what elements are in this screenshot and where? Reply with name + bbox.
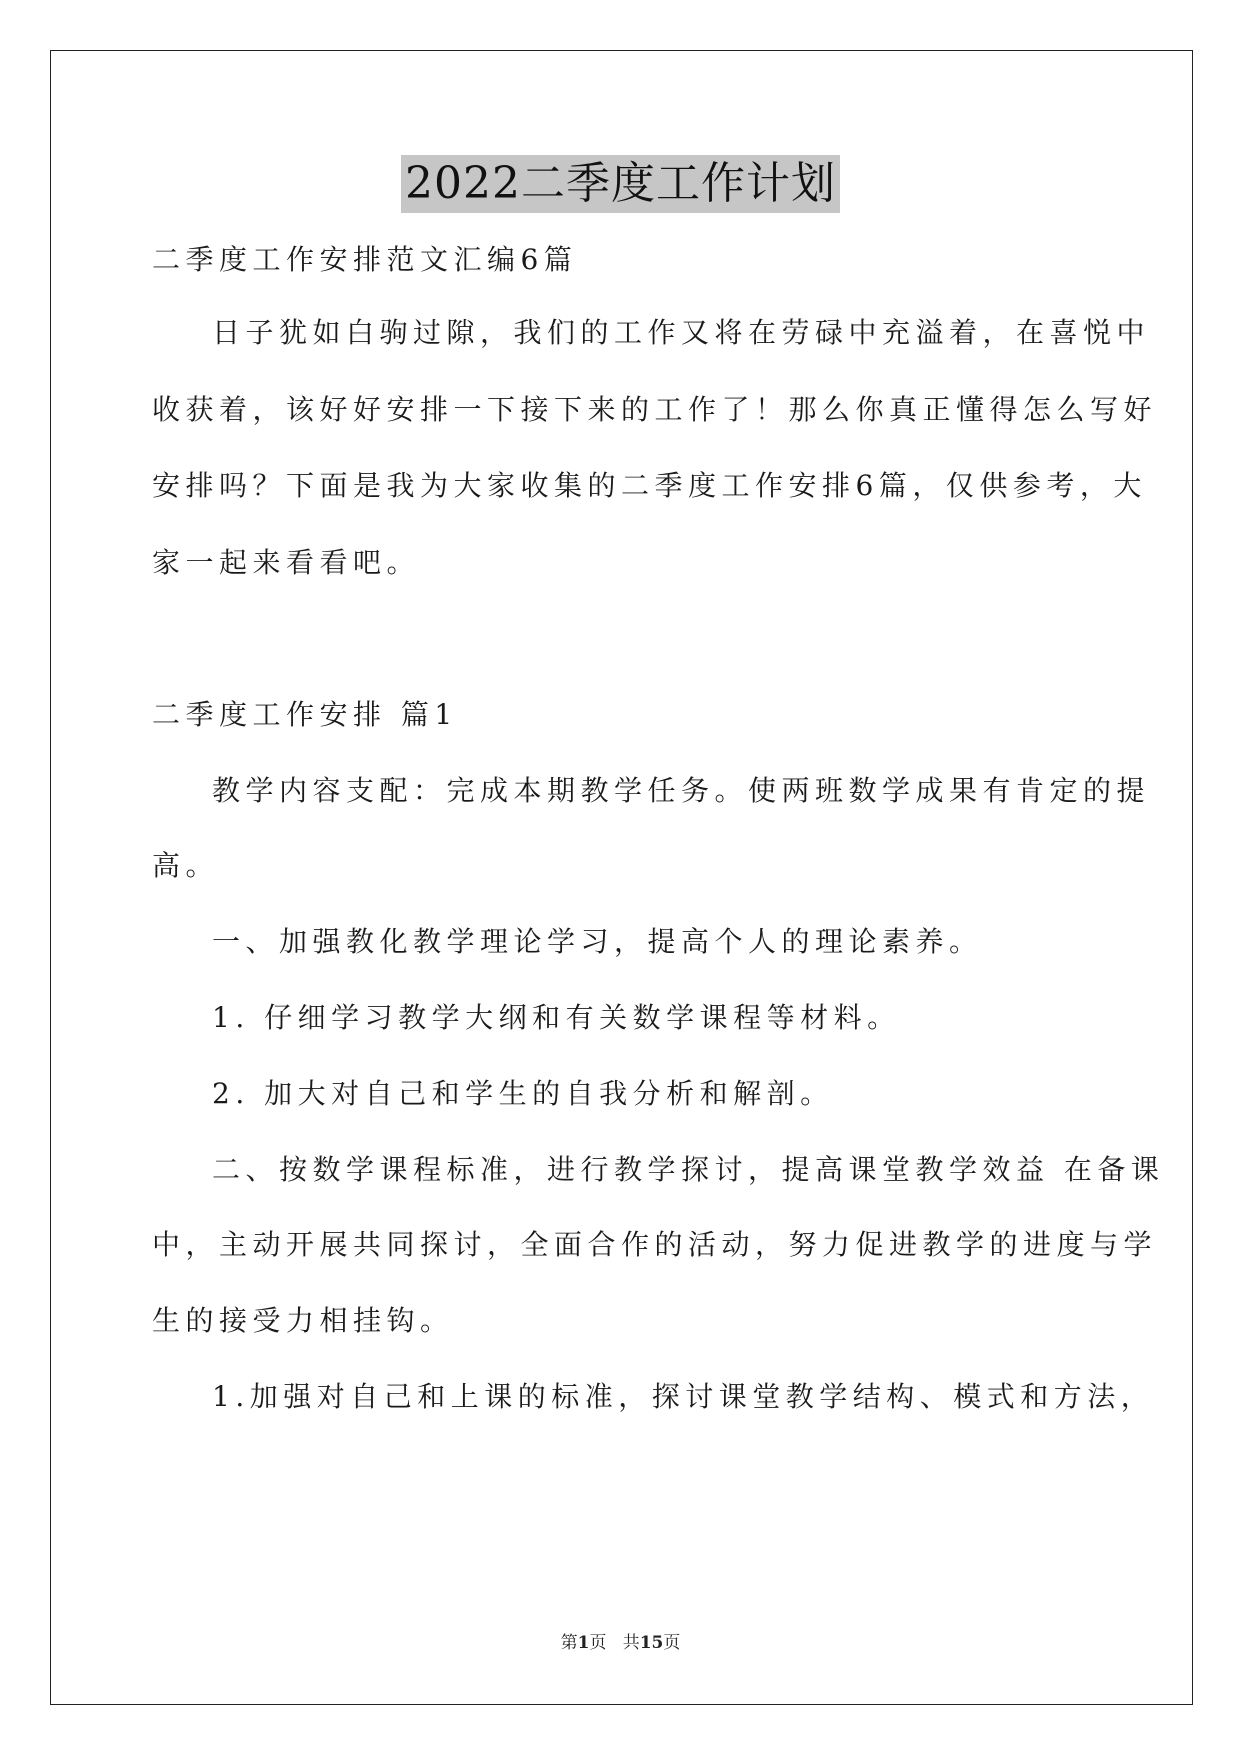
- document-title: 2022二季度工作计划: [401, 155, 840, 213]
- footer-total-prefix: 共: [622, 1633, 640, 1653]
- page-footer: [0, 1628, 1241, 1653]
- paragraph-line: 收获着，该好好安排一下接下来的工作了！那么你真正懂得怎么写好: [152, 393, 1158, 426]
- list-item: 2. 加大对自己和学生的自我分析和解剖。: [212, 1077, 834, 1110]
- list-item: 1.加强对自己和上课的标准，探讨课堂教学结构、模式和方法，: [212, 1380, 1155, 1413]
- footer-page-suffix: 页: [589, 1633, 607, 1653]
- title-container: [0, 155, 1241, 213]
- section-heading: 二季度工作安排 篇1: [152, 698, 458, 731]
- paragraph-line: 生的接受力相挂钩。: [152, 1304, 454, 1337]
- paragraph-line: 二、按数学课程标准，进行教学探讨，提高课堂教学效益 在备课: [212, 1153, 1165, 1186]
- paragraph-line: 中，主动开展共同探讨，全面合作的活动，努力促进教学的进度与学: [152, 1228, 1158, 1261]
- paragraph-line: 高。: [152, 849, 220, 882]
- paragraph-line: 教学内容支配：完成本期教学任务。使两班数学成果有肯定的提: [212, 774, 1151, 807]
- paragraph-line: 日子犹如白驹过隙，我们的工作又将在劳碌中充溢着，在喜悦中: [212, 316, 1151, 349]
- footer-total-suffix: 页: [663, 1633, 681, 1653]
- footer-prefix: 第: [560, 1633, 578, 1653]
- paragraph-line: 一、加强教化教学理论学习，提高个人的理论素养。: [212, 925, 983, 958]
- list-item: 1. 仔细学习教学大纲和有关数学课程等材料。: [212, 1001, 901, 1034]
- total-page-count: 15: [639, 1633, 664, 1653]
- paragraph-line: 家一起来看看吧。: [152, 546, 421, 579]
- paragraph-line: 安排吗？下面是我为大家收集的二季度工作安排6篇，仅供参考，大: [152, 469, 1147, 502]
- current-page-number: 1: [577, 1633, 590, 1653]
- subtitle-line: 二季度工作安排范文汇编6篇: [152, 243, 578, 276]
